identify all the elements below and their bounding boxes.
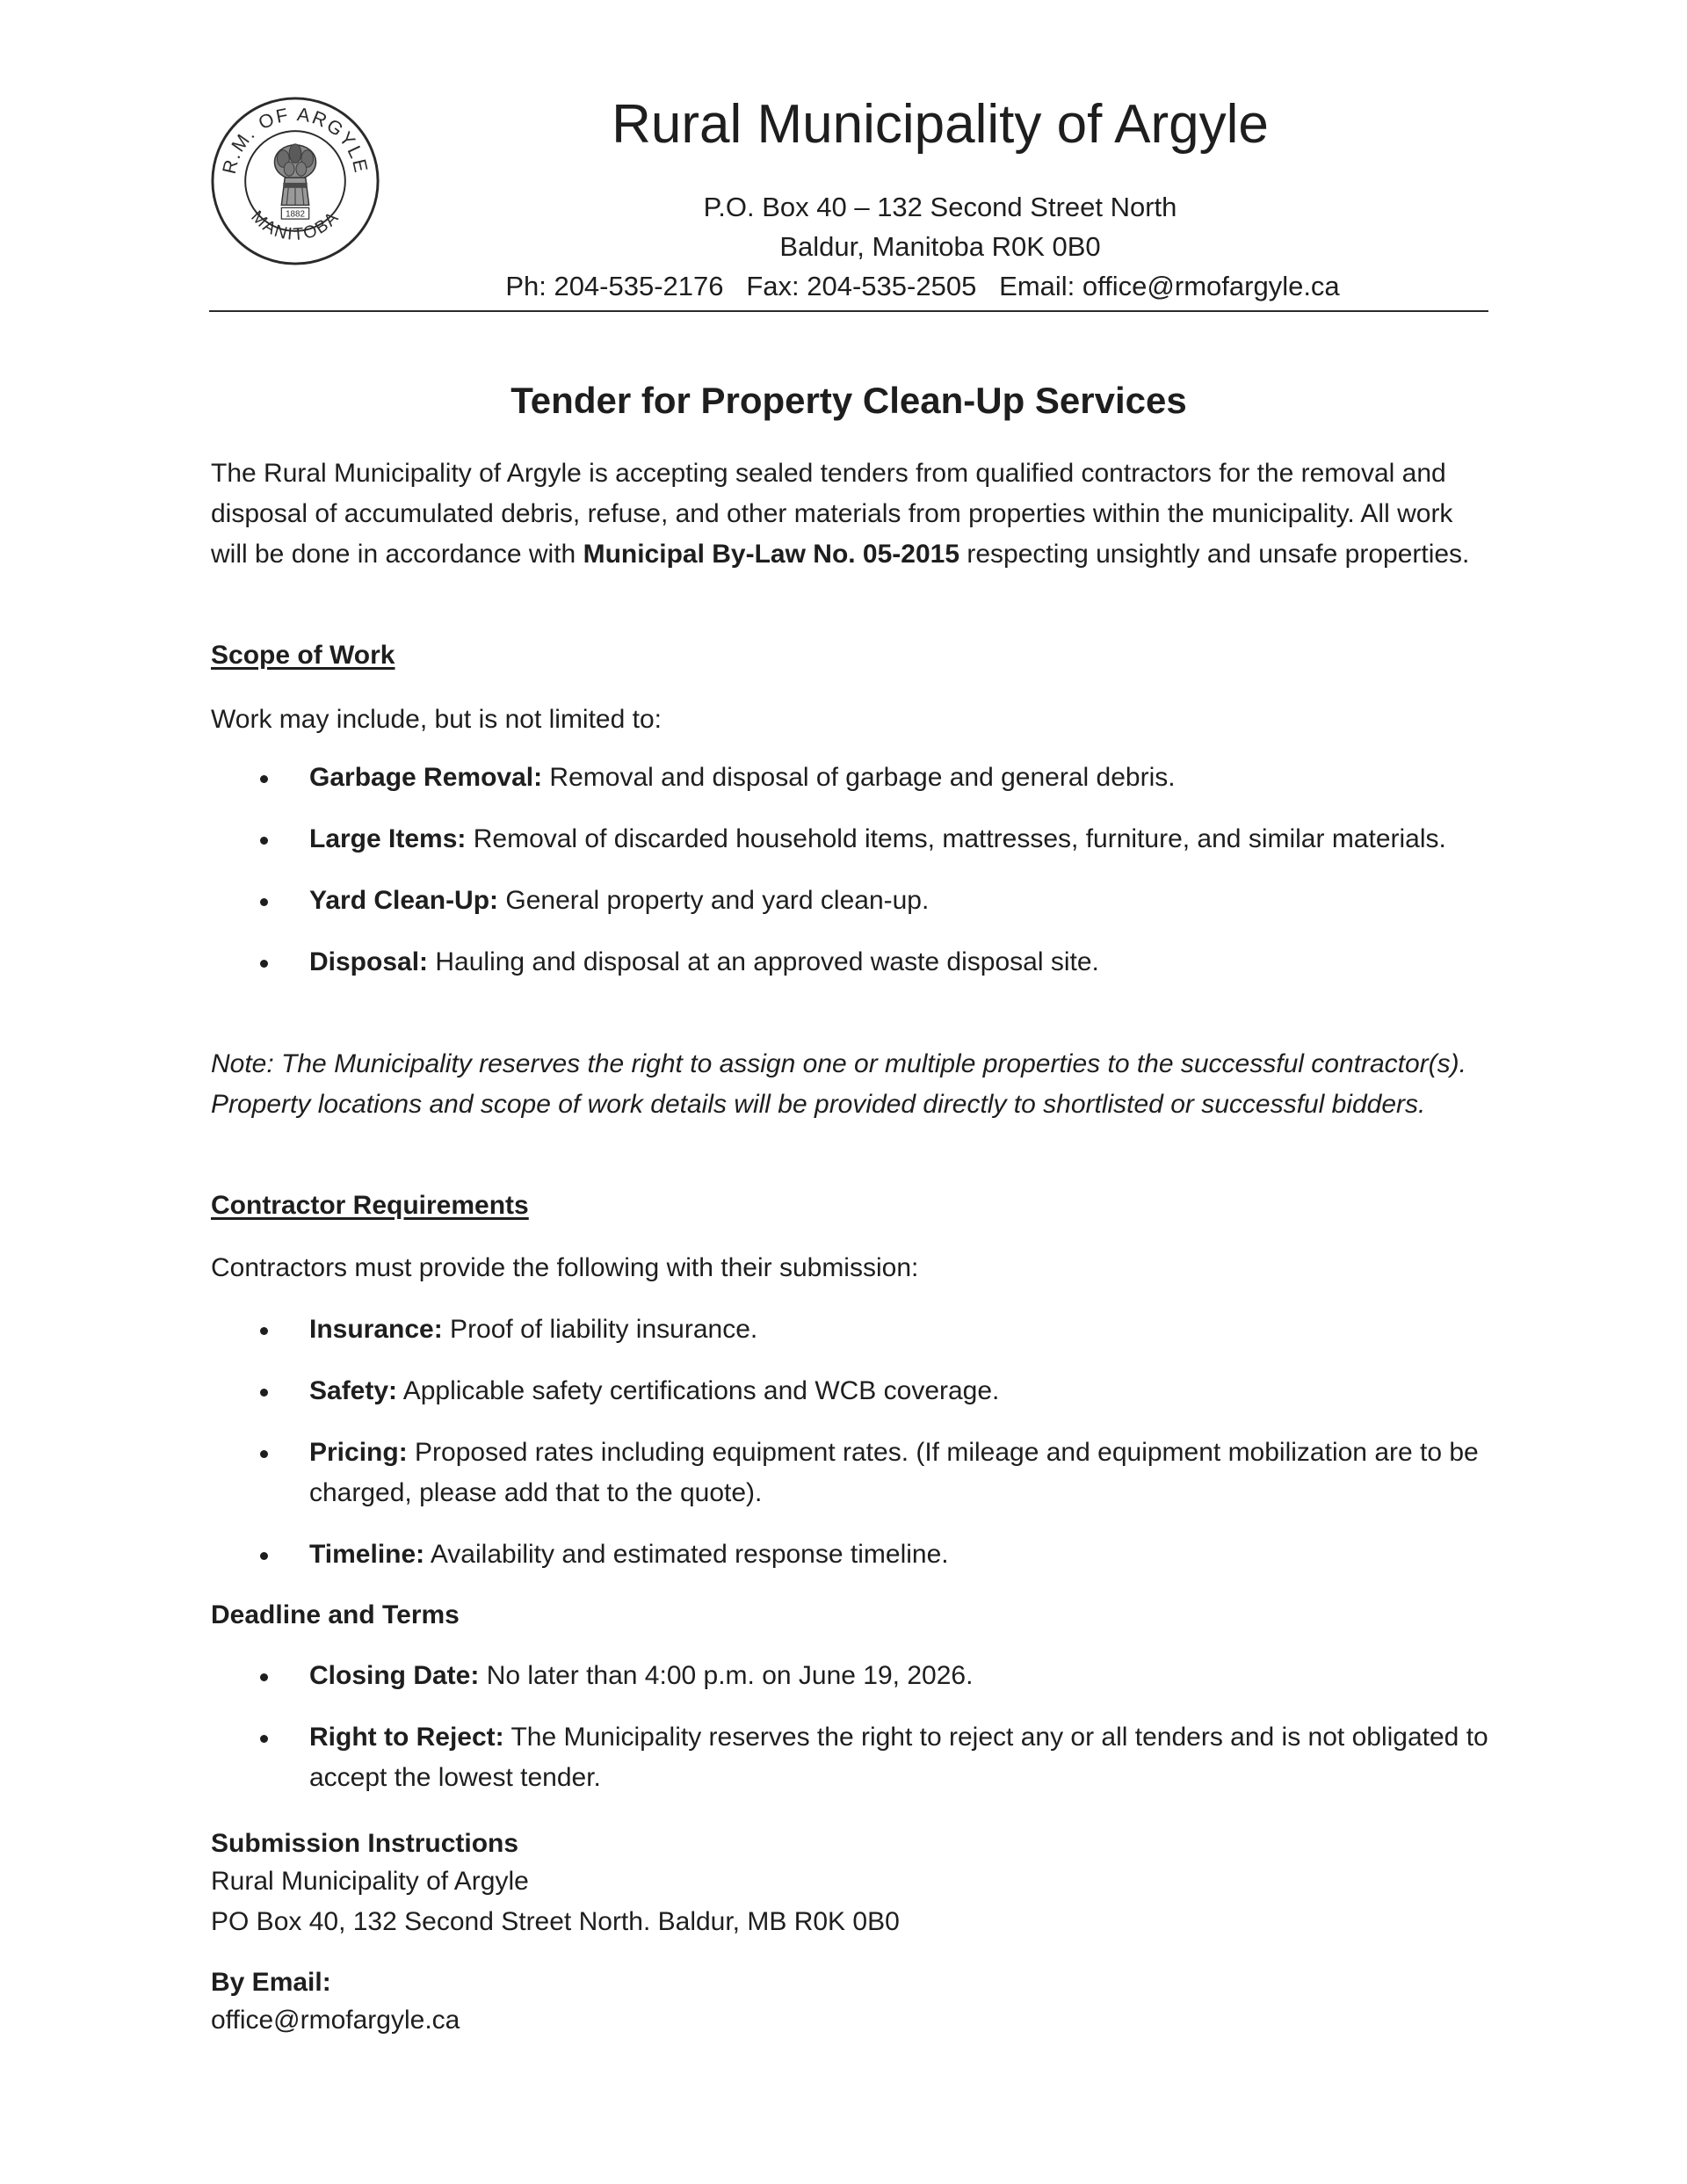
bylaw-reference: Municipal By-Law No. 05-2015 [583,540,960,569]
document-title: Tender for Property Clean-Up Services [510,380,1187,421]
list-item [211,942,1494,983]
address-line-1: P.O. Box 40 – 132 Second Street North [703,192,1177,222]
seal-year: 1882 [286,209,305,220]
item-label: Garbage Removal: [309,763,543,792]
item-label: Closing Date: [309,1661,480,1690]
address-line-2: Baldur, Manitoba R0K 0B0 [779,231,1101,262]
scope-lead: Work may include, but is not limited to: [211,705,662,734]
item-label: Disposal: [309,947,429,976]
intro-paragraph [211,453,1494,575]
list-item [211,1433,1494,1513]
bullet-icon [260,1450,268,1458]
item-text: Availability and estimated response timeline. [424,1540,949,1569]
contact-line: Ph: 204-535-2176 Fax: 204-535-2505 Email: office@rmofargyle.ca [505,271,1340,301]
deadline-list [211,1656,1494,1798]
municipal-seal-logo [209,95,381,267]
scope-list [211,758,1494,983]
email-heading: By Email: [211,1968,331,1997]
bullet-icon [260,1552,268,1560]
requirements-list [211,1310,1494,1575]
bullet-icon [260,1673,268,1681]
seal-bottom-text: MANITOBA [247,207,344,245]
scope-note: Note: The Municipality reserves the right to assign one or multiple properties to the successful contractor(s). Property locations and scope of work details will be provided directly to shortlisted or successful bidders. [211,1049,1466,1119]
item-label: Large Items: [309,824,467,853]
item-text: Proof of liability insurance. [442,1315,758,1344]
intro-text-before: The Rural Municipality of Argyle is accepting sealed tenders from qualified contractors for the removal and disposal of accumulated debris, refuse, and other materials from properties within the municipality. All work will be done in accordance with [211,459,1453,569]
item-label: Right to Reject: [309,1723,504,1752]
bullet-icon [260,898,268,906]
item-text: Proposed rates including equipment rates. (If mileage and equipment mobilization are to be charged, please add that to the quote). [309,1438,1479,1507]
submission-line-2: PO Box 40, 132 Second Street North. Baldur, MB R0K 0B0 [211,1907,900,1936]
intro-text-after: respecting unsightly and unsafe properties. [959,540,1470,569]
deadline-heading: Deadline and Terms [211,1600,460,1629]
list-item [211,758,1494,798]
list-item [211,881,1494,921]
bullet-icon [260,775,268,783]
list-item [211,1656,1494,1696]
submission-heading: Submission Instructions [211,1829,519,1858]
bullet-icon [260,960,268,968]
requirements-lead: Contractors must provide the following with their submission: [211,1253,919,1282]
header-divider [209,310,1488,312]
submission-line-1: Rural Municipality of Argyle [211,1867,529,1896]
item-text: Removal and disposal of garbage and general debris. [542,763,1176,792]
list-item [211,1371,1494,1411]
item-text: Removal of discarded household items, mattresses, furniture, and similar materials. [466,824,1446,853]
item-label: Insurance: [309,1315,443,1344]
item-text: Applicable safety certifications and WCB coverage. [397,1376,1000,1405]
item-label: Yard Clean-Up: [309,886,499,915]
bullet-icon [260,837,268,845]
bullet-icon [260,1327,268,1335]
item-text: No later than 4:00 p.m. on June 19, 2026. [479,1661,974,1690]
wheat-sheaf-icon [274,144,315,206]
list-item [211,1535,1494,1575]
requirements-heading: Contractor Requirements [211,1191,529,1220]
organization-name: Rural Municipality of Argyle [612,94,1269,155]
email-address: office@rmofargyle.ca [211,2006,460,2035]
item-label: Timeline: [309,1540,425,1569]
bullet-icon [260,1735,268,1743]
item-text: Hauling and disposal at an approved waste disposal site. [428,947,1099,976]
list-item [211,1717,1494,1798]
item-label: Pricing: [309,1438,408,1467]
seal-top-text: R.M. OF ARGYLE [217,103,373,177]
scope-heading: Scope of Work [211,641,395,670]
list-item [211,819,1494,860]
item-text: The Municipality reserves the right to reject any or all tenders and is not obligated to accept the lowest tender. [309,1723,1488,1792]
bullet-icon [260,1389,268,1397]
item-label: Safety: [309,1376,398,1405]
list-item [211,1310,1494,1350]
item-text: General property and yard clean-up. [498,886,930,915]
